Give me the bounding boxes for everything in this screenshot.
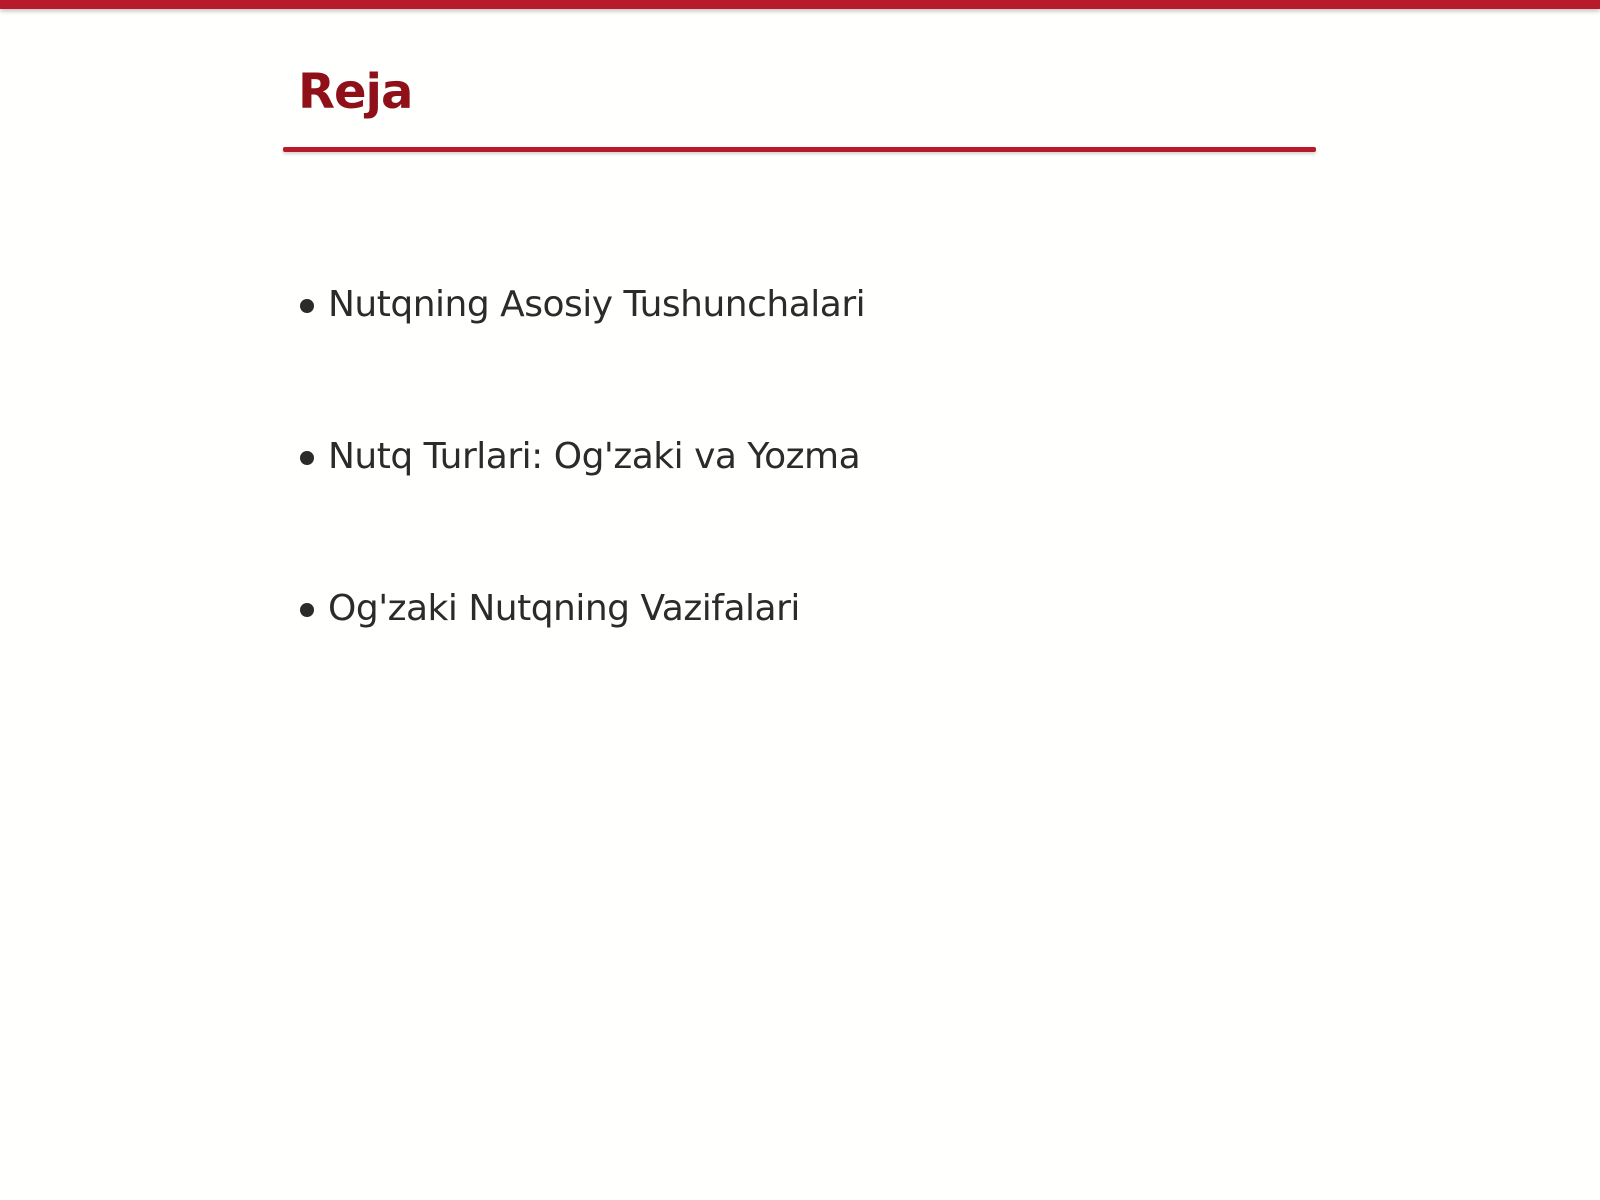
bullet-text: Og'zaki Nutqning Vazifalari	[328, 588, 800, 629]
bullet-item	[300, 280, 865, 432]
bullet-item	[300, 584, 865, 736]
bullet-item	[300, 432, 865, 584]
bullet-text: Nutqning Asosiy Tushunchalari	[328, 284, 866, 325]
title-underline	[283, 147, 1316, 152]
bullet-list	[300, 280, 865, 736]
bullet-text: Nutq Turlari: Og'zaki va Yozma	[328, 436, 861, 477]
bullet-dot-icon	[300, 299, 314, 313]
slide-title: Reja	[298, 64, 413, 120]
top-accent-bar	[0, 0, 1600, 9]
bullet-dot-icon	[300, 451, 314, 465]
bullet-dot-icon	[300, 603, 314, 617]
